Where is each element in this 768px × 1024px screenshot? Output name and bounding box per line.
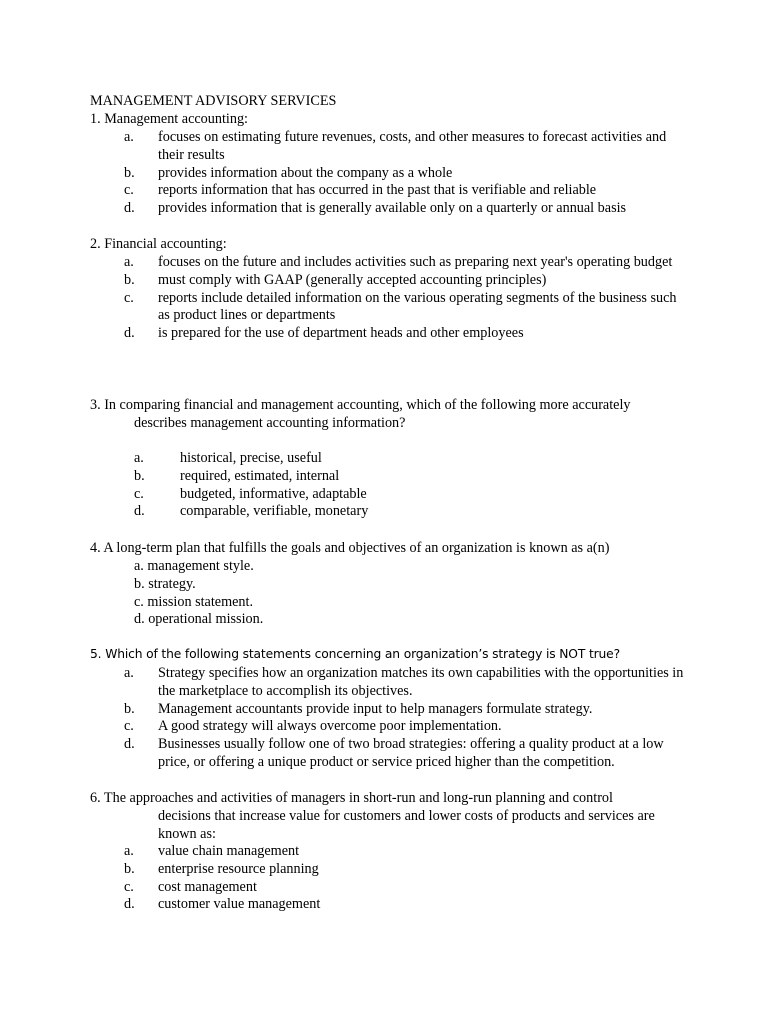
option-6a xyxy=(124,843,684,861)
option-letter: c. xyxy=(124,289,134,306)
option-text: focuses on the future and includes activities such as preparing next year's operating budget xyxy=(158,254,673,270)
question-1-prompt: 1. Management accounting: xyxy=(90,111,248,127)
option-letter: b. xyxy=(124,860,135,877)
option-letter: b. xyxy=(124,700,135,717)
option-letter: c. xyxy=(124,878,134,895)
option-text: cost management xyxy=(158,878,257,895)
question-3-options xyxy=(124,450,684,521)
option-3b xyxy=(124,468,684,486)
option-1b xyxy=(124,165,684,183)
option-text: is prepared for the use of department heads and other employees xyxy=(158,325,524,342)
option-6d xyxy=(124,896,684,914)
option-text: budgeted, informative, adaptable xyxy=(180,485,367,502)
option-letter: a. xyxy=(124,843,134,859)
option-letter: d. xyxy=(134,503,145,520)
option-letter: d. xyxy=(124,200,135,217)
option-text: focuses on estimating future revenues, costs, and other measures to forecast activities and their results xyxy=(158,129,667,163)
option-5a xyxy=(124,665,684,701)
option-text: Businesses usually follow one of two broad strategies: offering a quality product at a low price, or offering a unique product or service priced higher than the competition. xyxy=(158,736,664,770)
option-2a xyxy=(124,254,684,272)
option-text: historical, precise, useful xyxy=(180,450,322,466)
option-6c xyxy=(124,879,684,897)
option-4a: a. management style. xyxy=(134,558,254,574)
option-letter: c. xyxy=(124,182,134,199)
question-2-prompt: 2. Financial accounting: xyxy=(90,236,227,252)
option-1c xyxy=(124,182,684,200)
option-6b xyxy=(124,861,684,879)
prompt-continuation: decisions that increase value for customers and lower costs of products and services are known as: xyxy=(158,807,655,842)
question-6-options xyxy=(124,843,684,914)
option-3a xyxy=(124,450,684,468)
option-4c: c. mission statement. xyxy=(134,593,254,610)
option-text: reports include detailed information on the various operating segments of the business such as product lines or departments xyxy=(158,289,677,324)
option-letter: a. xyxy=(124,254,134,270)
question-2-options xyxy=(124,254,684,343)
question-5-prompt: 5. Which of the following statements concerning an organization’s strategy is NOT true? xyxy=(90,647,620,661)
document-title: MANAGEMENT ADVISORY SERVICES xyxy=(90,93,337,109)
option-text: comparable, verifiable, monetary xyxy=(180,503,369,520)
option-letter: b. xyxy=(124,271,135,288)
option-2b xyxy=(124,272,684,290)
prompt-line: 6. The approaches and activities of managers in short-run and long-run planning and control xyxy=(90,790,613,806)
option-text: required, estimated, internal xyxy=(180,467,340,484)
option-text: Management accountants provide input to help managers formulate strategy. xyxy=(158,700,593,717)
option-3d xyxy=(124,503,684,521)
option-text: provides information that is generally available only on a quarterly or annual basis xyxy=(158,200,627,217)
option-2d xyxy=(124,325,684,343)
prompt-continuation: describes management accounting information? xyxy=(134,414,406,431)
question-4-options xyxy=(124,558,684,629)
question-5-options xyxy=(124,665,684,772)
option-letter: d. xyxy=(124,325,135,342)
option-text: reports information that has occurred in the past that is verifiable and reliable xyxy=(158,182,597,199)
question-3-prompt xyxy=(90,397,690,433)
option-text: Strategy specifies how an organization matches its own capabilities with the opportunities in the marketplace to accomplish its objectives. xyxy=(158,665,684,699)
option-1a xyxy=(124,129,684,165)
option-text: value chain management xyxy=(158,843,300,859)
option-5b xyxy=(124,701,684,719)
option-letter: a. xyxy=(124,129,134,145)
prompt-line: 3. In comparing financial and management accounting, which of the following more accurately xyxy=(90,397,631,413)
option-2c xyxy=(124,290,684,326)
option-letter: a. xyxy=(134,450,144,466)
question-1-options xyxy=(124,129,684,218)
option-letter: a. xyxy=(124,665,134,681)
option-letter: d. xyxy=(124,736,135,753)
option-text: customer value management xyxy=(158,896,321,913)
option-text: provides information about the company as a whole xyxy=(158,164,453,181)
option-text: must comply with GAAP (generally accepted accounting principles) xyxy=(158,271,547,288)
option-5d xyxy=(124,736,684,772)
option-4d: d. operational mission. xyxy=(134,611,264,628)
option-3c xyxy=(124,486,684,504)
option-5c xyxy=(124,718,684,736)
question-4-prompt: 4. A long-term plan that fulfills the goals and objectives of an organization is known as a(n) xyxy=(90,540,610,556)
option-text: A good strategy will always overcome poor implementation. xyxy=(158,718,502,735)
option-4b: b. strategy. xyxy=(134,575,196,592)
question-6-prompt xyxy=(90,790,690,843)
option-letter: b. xyxy=(124,164,135,181)
option-letter: b. xyxy=(134,467,145,484)
option-text: enterprise resource planning xyxy=(158,860,319,877)
option-letter: c. xyxy=(134,485,144,502)
option-1d xyxy=(124,200,684,218)
option-letter: d. xyxy=(124,896,135,913)
option-letter: c. xyxy=(124,718,134,735)
